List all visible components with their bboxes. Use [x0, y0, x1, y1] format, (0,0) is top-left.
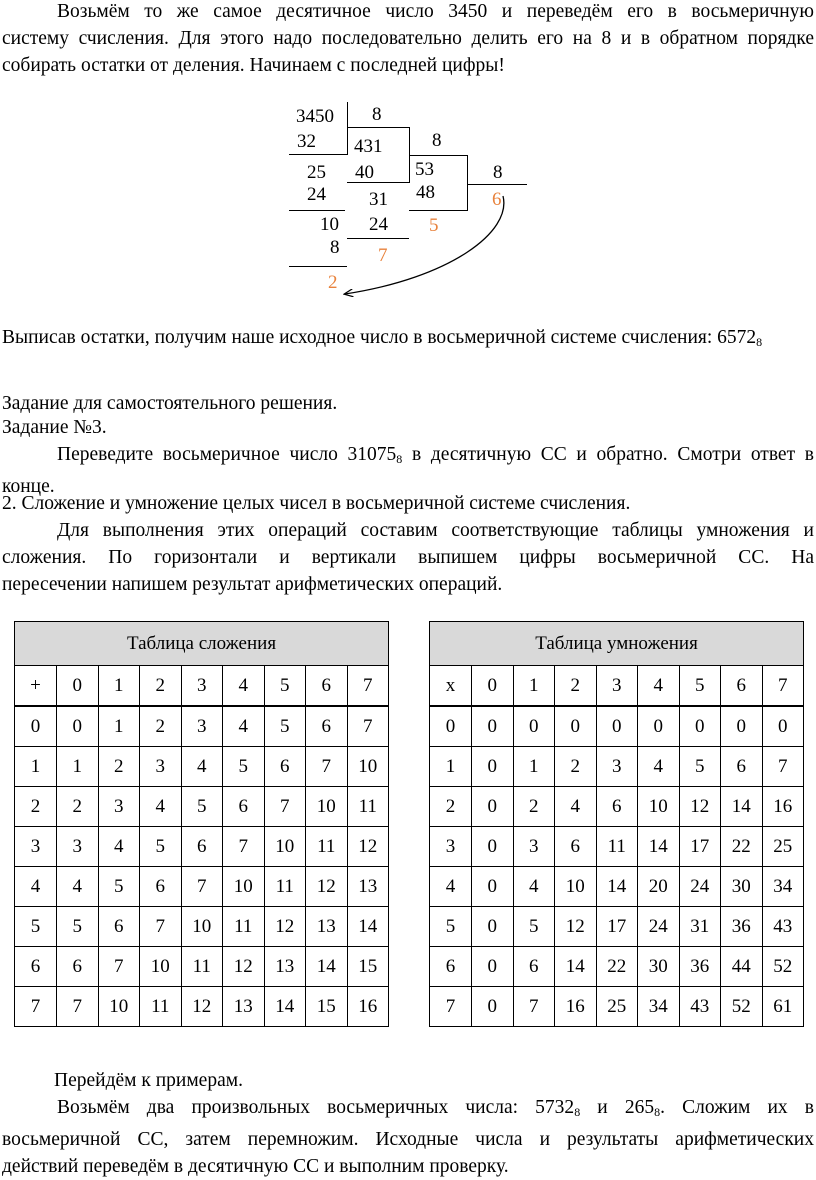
multiplication-table-cell: 2 [513, 787, 555, 827]
multiplication-table-cell: 52 [762, 947, 804, 987]
multiplication-table-row-header-cell: 6 [430, 947, 472, 987]
addition-table-header-cell: + [15, 666, 57, 707]
multiplication-table-cell: 4 [555, 787, 597, 827]
division-divisor-2: 8 [432, 130, 442, 151]
addition-table-cell: 10 [347, 747, 389, 787]
addition-table-cell: 7 [98, 947, 140, 987]
addition-table-cell: 10 [223, 867, 265, 907]
multiplication-table-header-cell: 0 [472, 666, 514, 707]
examples-line-3: действий переведём в десятичную СС и выполним проверку. [2, 1156, 509, 1177]
multiplication-table-cell: 24 [638, 907, 680, 947]
result-text: Выписав остатки, получим наше исходное число в восьмеричной системе счисления: 6572 [2, 327, 757, 348]
multiplication-table-row-header-cell: 0 [430, 706, 472, 747]
multiplication-table-cell: 30 [721, 867, 763, 907]
multiplication-table [429, 621, 804, 1027]
multiplication-table-row [430, 987, 804, 1027]
addition-table-cell: 11 [223, 907, 265, 947]
division-subtract-32: 32 [297, 131, 316, 152]
multiplication-table-row-header-cell: 1 [430, 747, 472, 787]
multiplication-table-cell: 22 [596, 947, 638, 987]
addition-table-cell: 10 [181, 907, 223, 947]
addition-table-cell: 5 [223, 747, 265, 787]
addition-table-cell: 7 [264, 787, 306, 827]
multiplication-table-cell: 4 [513, 867, 555, 907]
addition-table-row [15, 907, 389, 947]
addition-table-cell: 4 [98, 827, 140, 867]
multiplication-table-cell: 0 [472, 987, 514, 1027]
examples-line-1-b: и 265 [580, 1097, 655, 1118]
addition-table-cell: 11 [264, 867, 306, 907]
division-divisor-1: 8 [372, 104, 382, 125]
addition-table-cell: 3 [181, 706, 223, 747]
multiplication-table-cell: 0 [472, 706, 514, 747]
multiplication-table-cell: 44 [721, 947, 763, 987]
addition-table-cell: 0 [57, 706, 99, 747]
multiplication-table-cell: 0 [596, 706, 638, 747]
addition-table-row-header-cell: 5 [15, 907, 57, 947]
intro-line-1: Возьмём то же самое десятичное число 3450 и переведём его в восьмеричную [57, 1, 814, 22]
multiplication-table-cell: 7 [762, 747, 804, 787]
division-remainder-6: 6 [492, 189, 502, 210]
addition-table-cell: 7 [306, 747, 348, 787]
section2-paragraph [2, 517, 814, 598]
addition-table-cell: 10 [98, 987, 140, 1027]
division-subtract-48: 48 [416, 182, 435, 203]
division-subtract-40: 40 [355, 162, 374, 183]
multiplication-table-cell: 34 [762, 867, 804, 907]
addition-table-cell: 12 [181, 987, 223, 1027]
multiplication-table-cell: 61 [762, 987, 804, 1027]
multiplication-table-header-cell: 4 [638, 666, 680, 707]
addition-table-header-cell: 7 [347, 666, 389, 707]
multiplication-table-cell: 20 [638, 867, 680, 907]
addition-table-row-header-cell: 4 [15, 867, 57, 907]
addition-table-cell: 6 [98, 907, 140, 947]
multiplication-table-row-header-cell: 7 [430, 987, 472, 1027]
multiplication-table-row [430, 867, 804, 907]
addition-table-row [15, 827, 389, 867]
multiplication-table-cell: 0 [638, 706, 680, 747]
addition-table-cell: 5 [57, 907, 99, 947]
task-body-line-1 [2, 441, 814, 473]
division-dividend: 3450 [296, 106, 334, 127]
multiplication-table-cell: 0 [762, 706, 804, 747]
division-remainder-7: 7 [378, 245, 388, 266]
multiplication-table-cell: 4 [638, 747, 680, 787]
multiplication-table-title: Таблица умножения [430, 622, 804, 666]
examples-line-2: восьмеричной СС, затем перемножим. Исходные числа и результаты арифметических [2, 1129, 814, 1150]
section2-line-2: сложения. По горизонтали и вертикали выпишем цифры восьмеричной СС. На [2, 547, 814, 568]
addition-table-cell: 6 [306, 706, 348, 747]
addition-table-row [15, 867, 389, 907]
multiplication-table-cell: 3 [596, 747, 638, 787]
addition-table-cell: 10 [264, 827, 306, 867]
multiplication-table-row [430, 827, 804, 867]
division-remainder-5: 5 [429, 215, 439, 236]
multiplication-table-cell: 14 [596, 867, 638, 907]
addition-table-cell: 5 [181, 787, 223, 827]
examples-base-1: 8 [574, 1105, 581, 1119]
multiplication-table-cell: 0 [555, 706, 597, 747]
addition-table-cell: 6 [264, 747, 306, 787]
addition-table-row [15, 987, 389, 1027]
addition-table-row-header-cell: 1 [15, 747, 57, 787]
division-value-25: 25 [307, 162, 326, 183]
addition-table-header-cell: 0 [57, 666, 99, 707]
multiplication-table-cell: 22 [721, 827, 763, 867]
multiplication-table-row [430, 706, 804, 747]
division-quotient-431: 431 [354, 136, 383, 157]
multiplication-table-cell: 12 [679, 787, 721, 827]
addition-table-cell: 5 [264, 706, 306, 747]
addition-table-row-header-cell: 6 [15, 947, 57, 987]
division-remainder-2: 2 [328, 272, 338, 293]
addition-table-cell: 14 [306, 947, 348, 987]
multiplication-table-header-row [430, 666, 804, 707]
multiplication-table-cell: 24 [679, 867, 721, 907]
intro-line-3: собирать остатки от деления. Начинаем с последней цифры! [2, 55, 505, 76]
multiplication-table-cell: 10 [638, 787, 680, 827]
result-base: 8 [756, 335, 763, 349]
multiplication-table-cell: 36 [679, 947, 721, 987]
addition-table-cell: 7 [223, 827, 265, 867]
intro-line-2: систему счисления. Для этого надо последовательно делить его на 8 и в обратном порядке [2, 28, 814, 49]
task-body-base: 8 [396, 452, 403, 466]
addition-table-row [15, 747, 389, 787]
multiplication-table-row-header-cell: 4 [430, 867, 472, 907]
multiplication-table-cell: 16 [762, 787, 804, 827]
multiplication-table-cell: 16 [555, 987, 597, 1027]
section2-line-3: пересечении напишем результат арифметических операций. [2, 574, 503, 595]
addition-table-cell: 7 [57, 987, 99, 1027]
multiplication-table-header-cell: 7 [762, 666, 804, 707]
section2-heading: 2. Сложение и умножение целых чисел в восьмеричной системе счисления. [2, 493, 631, 514]
multiplication-table-row-header-cell: 3 [430, 827, 472, 867]
addition-table-cell: 5 [98, 867, 140, 907]
multiplication-table-cell: 3 [513, 827, 555, 867]
addition-table-header-cell: 1 [98, 666, 140, 707]
addition-table-cell: 14 [264, 987, 306, 1027]
addition-table-cell: 3 [140, 747, 182, 787]
multiplication-table-cell: 6 [721, 747, 763, 787]
multiplication-table-cell: 0 [472, 827, 514, 867]
multiplication-table-cell: 14 [638, 827, 680, 867]
multiplication-table-cell: 0 [472, 747, 514, 787]
addition-table-header-cell: 2 [140, 666, 182, 707]
addition-table-cell: 3 [57, 827, 99, 867]
division-subtract-24b: 24 [369, 214, 388, 235]
multiplication-table-cell: 30 [638, 947, 680, 987]
addition-table-row-header-cell: 0 [15, 706, 57, 747]
multiplication-table-cell: 25 [762, 827, 804, 867]
addition-table-cell: 12 [264, 907, 306, 947]
examples-line-1-c: . Сложим их в [660, 1097, 814, 1118]
addition-table-cell: 7 [140, 907, 182, 947]
multiplication-table-cell: 6 [596, 787, 638, 827]
addition-table-title: Таблица сложения [15, 622, 389, 666]
multiplication-table-cell: 12 [555, 907, 597, 947]
addition-table-cell: 3 [98, 787, 140, 827]
multiplication-table-header-cell: 5 [679, 666, 721, 707]
multiplication-table-cell: 0 [472, 867, 514, 907]
division-divisor-3: 8 [493, 162, 503, 183]
addition-table-row [15, 947, 389, 987]
addition-table [14, 621, 389, 1027]
examples-base-2: 8 [654, 1105, 661, 1119]
examples-paragraph [2, 1094, 814, 1180]
multiplication-table-cell: 0 [721, 706, 763, 747]
multiplication-table-cell: 31 [679, 907, 721, 947]
multiplication-table-row [430, 787, 804, 827]
multiplication-table-cell: 11 [596, 827, 638, 867]
multiplication-table-cell: 17 [679, 827, 721, 867]
addition-table-cell: 12 [306, 867, 348, 907]
task-body-line-2: конце. [2, 476, 55, 497]
multiplication-table-cell: 14 [555, 947, 597, 987]
multiplication-table-header-cell: x [430, 666, 472, 707]
addition-table-header-cell: 6 [306, 666, 348, 707]
examples-heading: Перейдём к примерам. [54, 1070, 243, 1091]
addition-table-cell: 13 [264, 947, 306, 987]
addition-table-header-cell: 5 [264, 666, 306, 707]
multiplication-table-cell: 17 [596, 907, 638, 947]
addition-table-row-header-cell: 3 [15, 827, 57, 867]
multiplication-table-cell: 34 [638, 987, 680, 1027]
task-number: Задание №3. [2, 417, 107, 438]
division-subtract-8: 8 [330, 237, 340, 258]
task-body-a: Переведите восьмеричное число 31075 [57, 444, 397, 465]
multiplication-table-cell: 36 [721, 907, 763, 947]
multiplication-table-row [430, 947, 804, 987]
addition-table-cell: 13 [306, 907, 348, 947]
division-subtract-24: 24 [307, 184, 326, 205]
addition-table-cell: 11 [181, 947, 223, 987]
task-heading: Задание для самостоятельного решения. [2, 393, 338, 414]
division-diagram [0, 0, 816, 310]
addition-table-cell: 5 [140, 827, 182, 867]
addition-table-cell: 4 [57, 867, 99, 907]
addition-table-cell: 4 [140, 787, 182, 827]
addition-table-cell: 4 [223, 706, 265, 747]
addition-table-header-cell: 4 [223, 666, 265, 707]
addition-table-cell: 13 [223, 987, 265, 1027]
addition-table-cell: 2 [57, 787, 99, 827]
examples-line-1 [2, 1094, 814, 1126]
addition-table-cell: 11 [140, 987, 182, 1027]
section2-line-1: Для выполнения этих операций составим соответствующие таблицы умножения и [57, 520, 814, 541]
multiplication-table-cell: 6 [555, 827, 597, 867]
multiplication-table-cell: 43 [762, 907, 804, 947]
multiplication-table-cell: 0 [472, 947, 514, 987]
multiplication-table-cell: 6 [513, 947, 555, 987]
addition-table-cell: 12 [223, 947, 265, 987]
multiplication-table-header-cell: 6 [721, 666, 763, 707]
addition-table-row-header-cell: 7 [15, 987, 57, 1027]
multiplication-table-cell: 5 [513, 907, 555, 947]
multiplication-table-cell: 2 [555, 747, 597, 787]
addition-table-cell: 7 [181, 867, 223, 907]
addition-table-cell: 12 [347, 827, 389, 867]
addition-table-cell: 2 [98, 747, 140, 787]
addition-table-cell: 10 [306, 787, 348, 827]
multiplication-table-cell: 43 [679, 987, 721, 1027]
multiplication-table-cell: 10 [555, 867, 597, 907]
multiplication-table-row-header-cell: 5 [430, 907, 472, 947]
multiplication-table-header-cell: 1 [513, 666, 555, 707]
addition-table-cell: 6 [223, 787, 265, 827]
addition-table-cell: 1 [57, 747, 99, 787]
multiplication-table-cell: 5 [679, 747, 721, 787]
addition-table-header-row [15, 666, 389, 707]
division-value-31: 31 [369, 189, 388, 210]
addition-table-cell: 13 [347, 867, 389, 907]
multiplication-table-cell: 0 [472, 907, 514, 947]
multiplication-table-cell: 0 [513, 706, 555, 747]
addition-table-cell: 14 [347, 907, 389, 947]
multiplication-table-row [430, 747, 804, 787]
addition-table-cell: 15 [347, 947, 389, 987]
multiplication-table-header-cell: 3 [596, 666, 638, 707]
examples-line-1-a: Возьмём два произвольных восьмеричных числа: 5732 [57, 1097, 575, 1118]
multiplication-table-cell: 1 [513, 747, 555, 787]
addition-table-cell: 6 [57, 947, 99, 987]
addition-table-header-cell: 3 [181, 666, 223, 707]
multiplication-table-cell: 52 [721, 987, 763, 1027]
division-value-10: 10 [320, 214, 339, 235]
addition-table-cell: 11 [306, 827, 348, 867]
multiplication-table-cell: 25 [596, 987, 638, 1027]
addition-table-cell: 4 [181, 747, 223, 787]
addition-table-cell: 6 [140, 867, 182, 907]
addition-table-cell: 10 [140, 947, 182, 987]
multiplication-table-row [430, 907, 804, 947]
addition-table-cell: 16 [347, 987, 389, 1027]
multiplication-table-cell: 14 [721, 787, 763, 827]
addition-table-cell: 6 [181, 827, 223, 867]
addition-table-cell: 11 [347, 787, 389, 827]
division-arrow [0, 0, 816, 310]
addition-table-cell: 1 [98, 706, 140, 747]
addition-table-cell: 15 [306, 987, 348, 1027]
multiplication-table-row-header-cell: 2 [430, 787, 472, 827]
addition-table-cell: 2 [140, 706, 182, 747]
division-quotient-53: 53 [415, 159, 434, 180]
addition-table-row [15, 706, 389, 747]
multiplication-table-cell: 0 [472, 787, 514, 827]
multiplication-table-cell: 0 [679, 706, 721, 747]
multiplication-table-header-cell: 2 [555, 666, 597, 707]
result-line [2, 324, 814, 356]
addition-table-row [15, 787, 389, 827]
multiplication-table-cell: 7 [513, 987, 555, 1027]
task-body-b: в десятичную СС и обратно. Смотри ответ в [402, 444, 814, 465]
addition-table-row-header-cell: 2 [15, 787, 57, 827]
addition-table-cell: 7 [347, 706, 389, 747]
